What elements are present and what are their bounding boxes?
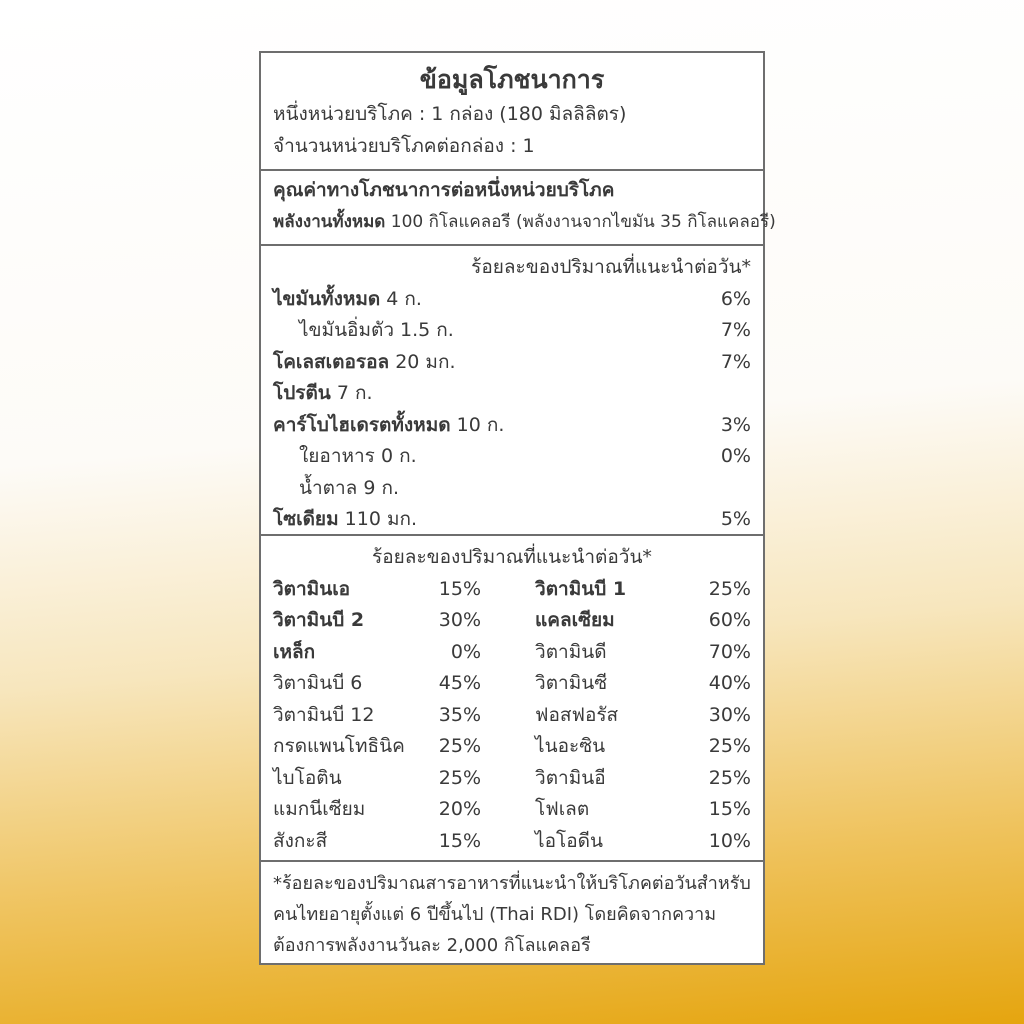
rdi-heading: ร้อยละของปริมาณที่แนะนำต่อวัน* [471,256,751,278]
vitamin-percent: 25% [438,766,482,789]
vitamin-row [273,763,751,795]
footnote-line: *ร้อยละของปริมาณสารอาหารที่แนะนำให้บริโภคต่อวันสำหรับ [273,873,751,894]
nutrient-row [273,315,751,347]
vitamin-name: แคลเซียม [535,609,615,631]
nutrition-label [259,51,776,965]
nutrient-name: ใยอาหาร [299,445,375,467]
vitamin-name: ไบโอติน [273,766,342,789]
label-title: ข้อมูลโภชนาการ [419,65,605,94]
nutrient-amount: 10 ก. [456,413,505,436]
vitamin-name: ไนอะซิน [535,735,606,757]
per-serving-heading: คุณค่าทางโภชนาการต่อหนึ่งหน่วยบริโภค [273,179,615,201]
vitamin-row [273,700,751,732]
vitamin-percent: 15% [708,798,751,820]
vitamin-row [273,637,751,669]
nutrient-name: โซเดียม [273,508,339,530]
nutrient-row [273,284,751,316]
servings-per-pack: จำนวนหน่วยบริโภคต่อกล่อง : 1 [273,134,535,157]
vitamin-row [273,826,751,858]
nutrient-row [273,441,751,473]
vitamin-name: วิตามินบี 1 [535,577,627,600]
nutrient-name: น้ำตาล [299,476,358,499]
energy-line [273,207,776,239]
vitamin-row [273,668,751,700]
vitamin-name: วิตามินเอ [273,577,351,600]
vitamin-percent: 45% [438,672,482,694]
footnote-line: ต้องการพลังงานวันละ 2,000 กิโลแคลอรี [273,935,591,956]
nutrient-name: โปรตีน [273,382,331,404]
nutrient-amount: 9 ก. [363,476,400,499]
vitamin-percent: 25% [438,735,482,757]
vitamin-name: วิตามินดี [535,640,607,663]
vitamin-row [273,794,751,826]
serving-size: หนึ่งหน่วยบริโภค : 1 กล่อง (180 มิลลิลิตร) [273,103,627,125]
vitamin-percent: 25% [708,577,751,600]
energy-label: พลังงานทั้งหมด [273,211,386,232]
vitamin-name: วิตามินอี [535,766,606,789]
nutrient-percent: 3% [720,413,751,436]
vitamin-name: วิตามินซี [535,672,608,694]
vitamin-percent: 35% [438,703,482,726]
nutrient-amount: 20 มก. [395,350,456,373]
vitamin-percent: 25% [708,735,751,757]
nutrient-name: คาร์โบไฮเดรตทั้งหมด [273,413,451,436]
vitamin-name: ไอโอดีน [535,829,603,852]
vitamin-row [273,574,751,606]
footnote-section [261,862,763,963]
nutrients-section [261,246,763,536]
vitamin-name: แมกนีเซียม [273,798,366,820]
vitamin-percent: 60% [708,609,751,631]
nutrient-amount: 4 ก. [386,287,422,310]
vitamins-heading: ร้อยละของปริมาณที่แนะนำต่อวัน* [372,546,652,568]
vitamin-name: วิตามินบี 2 [273,609,365,631]
nutrient-row [273,347,751,379]
nutrient-name: โคเลสเตอรอล [273,350,390,373]
nutrient-amount: 110 มก. [344,508,418,530]
vitamin-name: ฟอสฟอรัส [535,703,619,726]
nutrient-percent: 6% [720,287,751,310]
nutrient-amount: 1.5 ก. [400,319,454,341]
vitamin-percent: 20% [438,798,482,820]
vitamin-percent: 30% [438,609,482,631]
vitamins-section [261,536,763,862]
serving-info-section [261,53,763,171]
vitamin-name: วิตามินบี 6 [273,672,363,694]
nutrient-percent: 7% [720,350,751,373]
vitamin-percent: 70% [708,640,751,663]
nutrient-row [273,410,751,442]
vitamin-percent: 15% [438,577,482,600]
vitamin-percent: 40% [708,672,751,694]
footnote-line: คนไทยอายุตั้งแต่ 6 ปีขึ้นไป (Thai RDI) โดยคิดจากความ [273,904,717,925]
vitamin-percent: 30% [708,703,751,726]
vitamin-percent: 0% [450,640,482,663]
nutrient-row [273,504,751,536]
vitamin-row [273,731,751,763]
nutrient-percent: 0% [720,445,751,467]
nutrient-name: ไขมันอิ่มตัว [299,319,394,341]
energy-section [261,171,776,246]
vitamin-percent: 10% [708,829,751,852]
nutrient-row [273,378,751,410]
nutrient-amount: 7 ก. [336,382,373,404]
vitamin-name: กรดแพนโทธินิค [273,735,405,757]
nutrient-percent: 5% [720,508,751,530]
nutrient-amount: 0 ก. [380,445,417,467]
energy-value: 100 กิโลแคลอรี (พลังงานจากไขมัน 35 กิโลแคลอรี) [390,211,776,232]
vitamin-name: สังกะสี [273,829,328,852]
vitamin-percent: 25% [708,766,751,789]
vitamin-name: วิตามินบี 12 [273,703,375,726]
vitamin-row [273,605,751,637]
vitamin-name: เหล็ก [273,640,316,663]
nutrient-name: ไขมันทั้งหมด [273,287,381,310]
nutrient-row [273,473,751,505]
vitamin-name: โฟเลต [535,798,590,820]
nutrient-percent: 7% [720,319,751,341]
vitamin-percent: 15% [438,829,482,852]
